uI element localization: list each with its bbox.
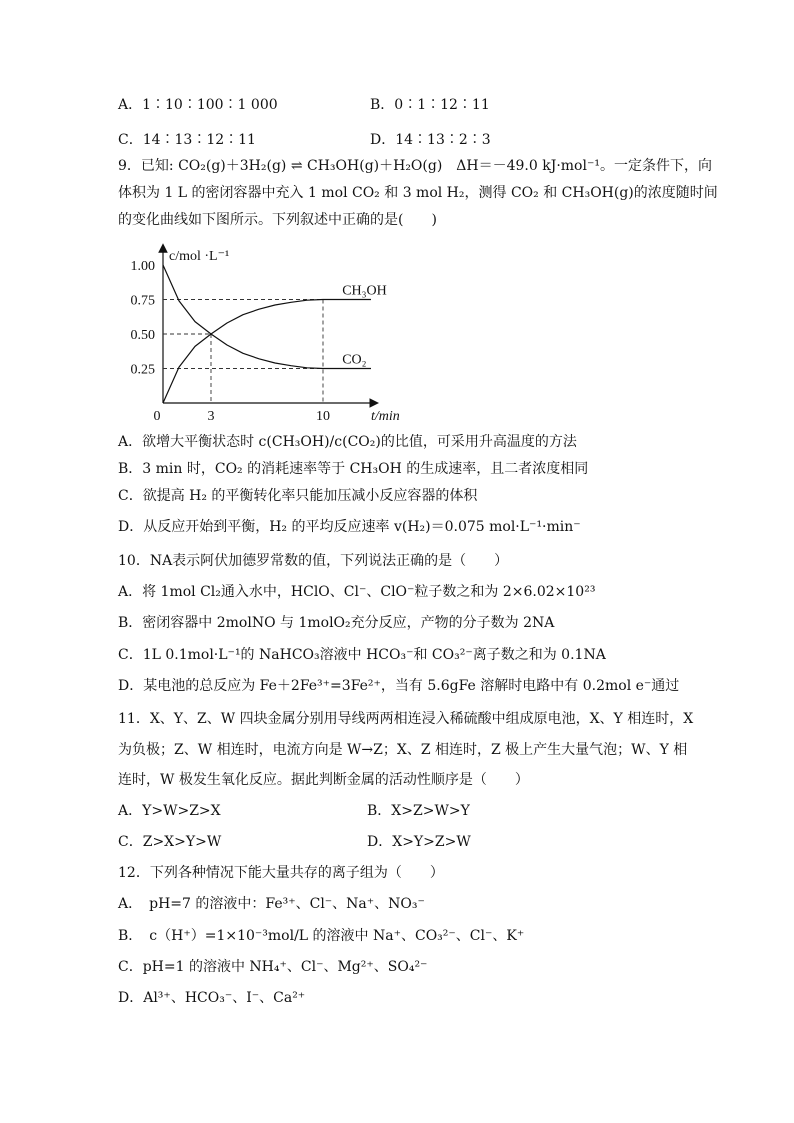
y-tick-label: 0.25 [130,362,155,378]
series-line-ch3oh [163,300,371,404]
q10-stem: 10．NA表示阿伏加德罗常数的值，下列说法正确的是（ ） [118,553,509,569]
y-tick-label: 0.50 [130,328,155,343]
y-tick-label: 1.00 [130,259,155,274]
q10-option-b: B．密闭容器中 2molNO 与 1molO₂充分反应，产物的分子数为 2NA [118,615,555,631]
q12-stem: 12．下列各种情况下能大量共存的离子组为（ ） [118,865,444,881]
q12-option-d: D．Al³⁺、HCO₃⁻、I⁻、Ca²⁺ [118,990,306,1006]
x-axis-label: t/min [371,409,400,424]
y-axis-label: c/mol ·L⁻¹ [169,249,230,264]
series-line-co2 [163,265,371,369]
q11-stem-line2: 为负极；Z、W 相连时，电流方向是 W→Z；X、Z 相连时，Z 极上产生大量气泡；W、Y 相 [118,742,688,758]
concentration-time-chart [118,240,438,430]
q12-option-c: C．pH=1 的溶液中 NH₄⁺、Cl⁻、Mg²⁺、SO₄²⁻ [118,959,428,975]
q9-option-c: C．欲提高 H₂ 的平衡转化率只能加压减小反应容器的体积 [118,488,478,504]
x-tick-label: 3 [207,409,215,424]
q9-stem-line1: 9．已知: CO₂(g)＋3H₂(g) ⇌ CH₃OH(g)＋H₂O(g) ΔH＝－49.0 kJ·mol⁻¹。一定条件下，向 [118,158,712,174]
q9-option-a: A．欲增大平衡状态时 c(CH₃OH)/c(CO₂)的比值，可采用升高温度的方法 [118,434,577,450]
q9-option-d: D．从反应开始到平衡，H₂ 的平均反应速率 v(H₂)＝0.075 mol·L⁻¹·min⁻ [118,519,581,535]
q8-option-a: A．1∶10∶100∶1 000 [118,97,278,113]
q8-option-d: D．14∶13∶2∶3 [370,132,491,148]
q9-stem-line3: 的变化曲线如下图所示。下列叙述中正确的是( ) [118,212,437,228]
y-tick-label: 0.75 [130,293,155,309]
q10-option-d: D．某电池的总反应为 Fe＋2Fe³⁺=3Fe²⁺，当有 5.6gFe 溶解时电路中有 0.2mol e⁻通过 [118,678,680,694]
q11-option-b: B．X>Z>W>Y [367,803,470,819]
q11-stem-line3: 连时，W 极发生氧化反应。据此判断金属的活动性顺序是（ ） [118,772,529,788]
q11-option-d: D．X>Y>Z>W [367,834,471,850]
q12-option-a: A． pH=7 的溶液中：Fe³⁺、Cl⁻、Na⁺、NO₃⁻ [118,896,425,912]
q9-stem-line2: 体积为 1 L 的密闭容器中充入 1 mol CO₂ 和 3 mol H₂，测得 CO₂ 和 CH₃OH(g)的浓度随时间 [118,185,718,201]
q8-option-b: B．0∶1∶12∶11 [370,97,490,113]
q11-option-a: A．Y>W>Z>X [118,803,221,819]
q10-option-c: C．1L 0.1mol·L⁻¹的 NaHCO₃溶液中 HCO₃⁻和 CO₃²⁻离子数之和为 0.1NA [118,647,606,663]
q10-option-a: A．将 1mol Cl₂通入水中，HClO、Cl⁻、ClO⁻粒子数之和为 2×6.02×10²³ [118,584,596,600]
q11-stem-line1: 11．X、Y、Z、W 四块金属分别用导线两两相连浸入稀硫酸中组成原电池，X、Y 相连时，X [118,711,694,727]
q12-option-b: B． c（H⁺）=1×10⁻³mol/L 的溶液中 Na⁺、CO₃²⁻、Cl⁻、K⁺ [118,928,525,944]
origin-label: 0 [153,409,161,424]
q11-option-c: C．Z>X>Y>W [118,834,222,850]
q8-option-c: C．14∶13∶12∶11 [118,132,256,148]
q9-option-b: B．3 min 时，CO₂ 的消耗速率等于 CH₃OH 的生成速率，且二者浓度相同 [118,461,589,477]
series-label-co2: CO₂ [342,352,367,368]
series-label-ch3oh: CH₃OH [342,283,387,299]
x-tick-label: 10 [316,409,330,424]
